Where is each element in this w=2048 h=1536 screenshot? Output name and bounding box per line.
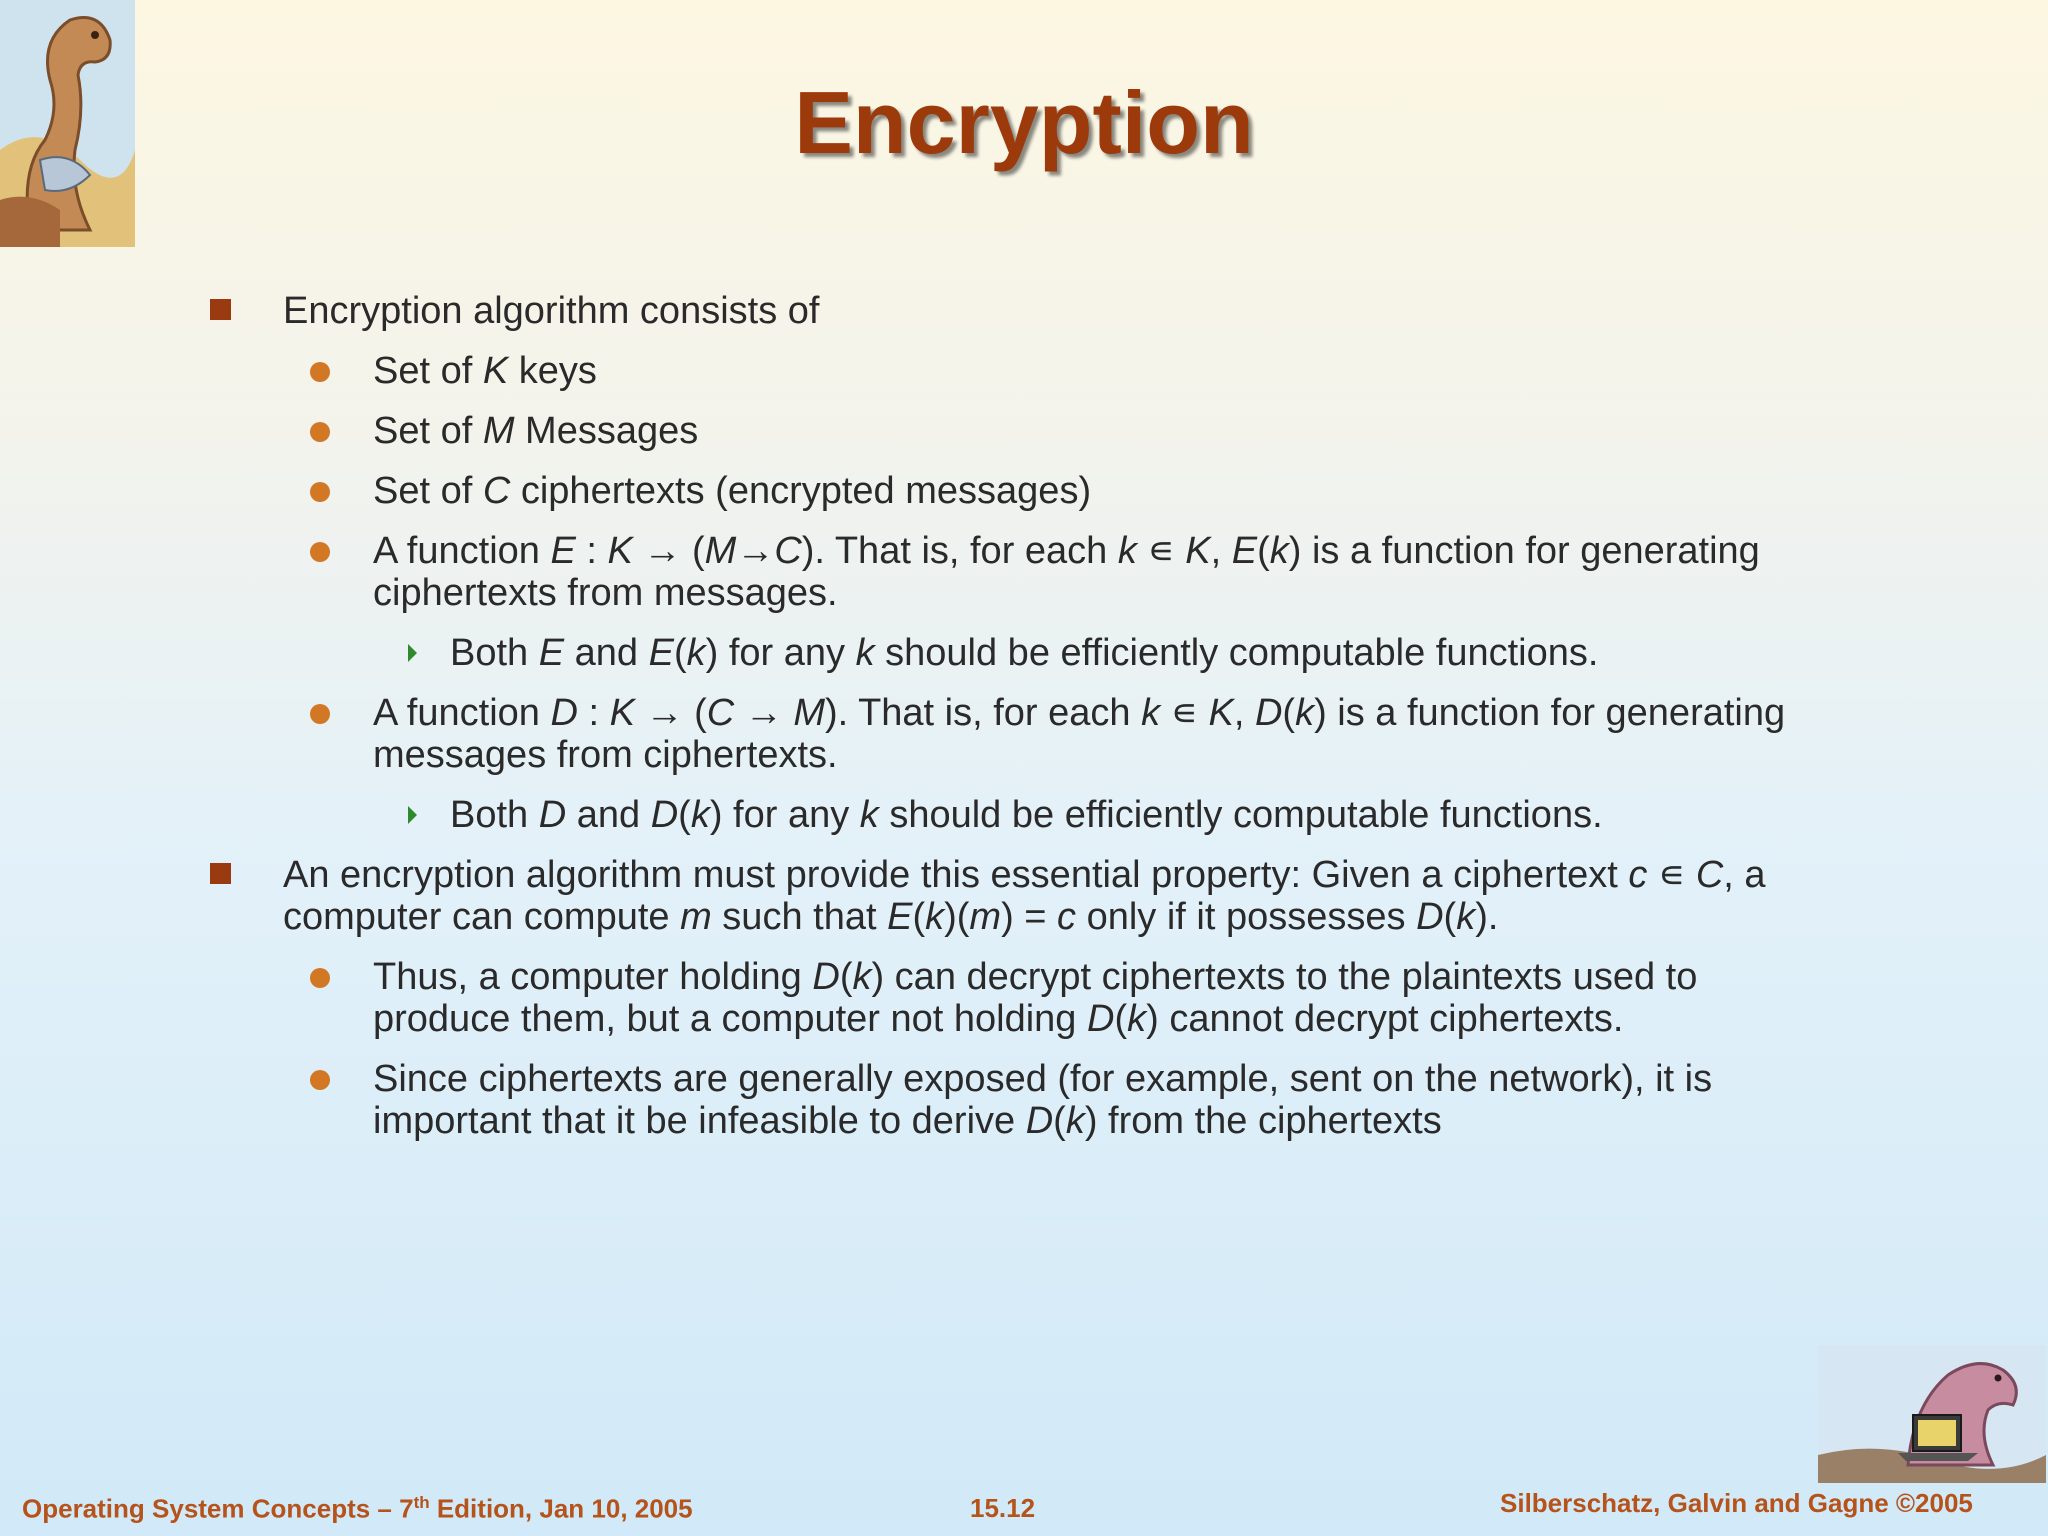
circle-bullet-icon <box>310 704 330 724</box>
bullet-text <box>450 794 1603 836</box>
text-segment: M <box>482 410 515 452</box>
text-segment: ∊ <box>1136 530 1186 572</box>
footer-right: Silberschatz, Galvin and Gagne ©2005 <box>1500 1488 1973 1518</box>
circle-bullet-icon <box>310 542 330 562</box>
dinosaur-laptop-icon <box>1818 1345 2046 1483</box>
footer-left <box>22 1493 693 1525</box>
text-segment: → ( <box>634 692 707 734</box>
text-segment: m <box>680 896 712 938</box>
bullet-text <box>283 854 1766 938</box>
square-bullet-icon <box>210 863 231 884</box>
text-segment: Since ciphertexts are generally exposed (for example, sent on the network), it is important that it be infeasible to derive <box>373 1058 1713 1142</box>
text-segment: A function <box>373 692 551 734</box>
bullet-text <box>283 290 819 332</box>
text-segment: ( <box>912 896 926 938</box>
text-segment: k <box>1065 1100 1085 1142</box>
text-segment: : <box>577 692 610 734</box>
text-segment: Both <box>450 794 539 836</box>
sub-sub-bullet-item <box>206 632 1806 674</box>
text-segment: should be efficiently computable functions. <box>878 794 1603 836</box>
bullet-text <box>373 692 1785 776</box>
text-segment: A function <box>373 530 551 572</box>
text-segment: M <box>793 692 825 734</box>
bullet-text <box>373 956 1697 1040</box>
text-segment: k <box>1269 530 1289 572</box>
sub-bullet-item <box>206 410 1806 452</box>
text-segment: Both <box>450 632 539 674</box>
text-segment: ). That is, for each <box>824 692 1142 734</box>
text-segment: ) for any <box>709 794 860 836</box>
text-segment: k <box>1141 692 1161 734</box>
text-segment: k <box>1117 530 1137 572</box>
text-segment: → <box>734 692 794 734</box>
text-segment: ∊ <box>1647 854 1696 896</box>
text-segment: ( <box>1282 692 1296 734</box>
text-segment: ) can decrypt ciphertexts to the plaintexts used to produce them, but a computer not holding <box>373 956 1698 1040</box>
sub-bullet-item <box>206 1058 1806 1142</box>
text-segment: ) is a function for generating messages from ciphertexts. <box>373 692 1786 776</box>
text-segment: D <box>550 692 578 734</box>
text-segment: D <box>1416 896 1444 938</box>
text-segment: ( <box>678 794 691 836</box>
text-segment: D <box>1254 692 1283 734</box>
text-segment: ) cannot decrypt ciphertexts. <box>1146 998 1624 1040</box>
text-segment: ( <box>839 956 853 998</box>
text-segment: and <box>566 794 651 836</box>
text-segment: C <box>774 530 802 572</box>
text-segment: )( <box>944 896 970 938</box>
slide-body <box>206 290 1806 1142</box>
text-segment: only if it possesses <box>1076 896 1417 938</box>
text-segment: Set of <box>373 410 483 452</box>
text-segment: E <box>550 530 576 572</box>
text-segment: k <box>859 794 879 836</box>
text-segment: k <box>1127 998 1147 1040</box>
text-segment: An encryption algorithm must provide this essential property: Given a ciphertext <box>283 854 1629 896</box>
text-segment: ( <box>673 632 687 674</box>
bullet-text <box>373 1058 1712 1142</box>
text-segment: C <box>706 692 735 734</box>
circle-bullet-icon <box>310 362 330 382</box>
text-segment: ( <box>1443 896 1457 938</box>
text-segment: C <box>1695 854 1724 896</box>
bullet-text <box>373 410 698 452</box>
text-segment: ) for any <box>705 632 856 674</box>
text-segment: K <box>482 350 509 392</box>
text-segment: , <box>1210 530 1232 572</box>
text-segment: keys <box>508 350 597 392</box>
bullet-item <box>206 854 1806 938</box>
text-segment: k <box>686 632 706 674</box>
sub-bullet-item <box>206 530 1806 614</box>
text-segment: Encryption algorithm consists of <box>283 290 820 332</box>
text-segment: K <box>609 692 635 734</box>
text-segment: k <box>1295 692 1315 734</box>
text-segment: , a computer can compute <box>283 854 1766 938</box>
text-segment: D <box>1087 998 1115 1040</box>
circle-bullet-icon <box>310 1070 330 1090</box>
text-segment: K <box>1185 530 1211 572</box>
sub-sub-bullet-item <box>206 794 1806 836</box>
footer-left-sup: th <box>413 1493 430 1512</box>
bullet-item <box>206 290 1806 332</box>
text-segment: k <box>852 956 872 998</box>
text-segment: M <box>704 530 737 572</box>
circle-bullet-icon <box>310 422 330 442</box>
text-segment: D <box>1025 1100 1054 1142</box>
text-segment: ( <box>1257 530 1270 572</box>
text-segment: E <box>1231 530 1258 572</box>
sub-bullet-item <box>206 350 1806 392</box>
text-segment: k <box>855 632 875 674</box>
bullet-text <box>450 632 1598 674</box>
text-segment: k <box>690 794 710 836</box>
text-segment: ( <box>1053 1100 1066 1142</box>
text-segment: D <box>812 956 840 998</box>
footer-left-suffix: Edition, Jan 10, 2005 <box>429 1493 693 1524</box>
bullet-text <box>373 470 1091 512</box>
text-segment: K <box>1208 692 1234 734</box>
text-segment: Thus, a computer holding <box>373 956 813 998</box>
text-segment: Set of <box>373 350 483 392</box>
circle-bullet-icon <box>310 968 330 988</box>
text-segment: K <box>607 530 633 572</box>
text-segment: c <box>1628 854 1648 896</box>
text-segment: Set of <box>373 470 483 512</box>
text-segment: , <box>1233 692 1255 734</box>
text-segment: ∊ <box>1160 692 1209 734</box>
triangle-bullet-icon <box>408 806 417 824</box>
text-segment: C <box>482 470 511 512</box>
text-segment: c <box>1057 896 1077 938</box>
text-segment: → <box>736 530 775 572</box>
square-bullet-icon <box>210 299 231 320</box>
text-segment: : <box>575 530 608 572</box>
text-segment: ). <box>1475 896 1499 938</box>
sub-bullet-item <box>206 956 1806 1040</box>
text-segment: ciphertexts (encrypted messages) <box>510 470 1092 512</box>
text-segment: E <box>887 896 913 938</box>
triangle-bullet-icon <box>408 644 417 662</box>
text-segment: k <box>925 896 945 938</box>
text-segment: E <box>538 632 565 674</box>
sub-bullet-item <box>206 692 1806 776</box>
text-segment: k <box>1456 896 1476 938</box>
text-segment: and <box>564 632 649 674</box>
text-segment: ) = <box>1001 896 1058 938</box>
footer-left-prefix: Operating System Concepts – 7 <box>22 1493 414 1524</box>
circle-bullet-icon <box>310 482 330 502</box>
text-segment: D <box>650 794 679 836</box>
sub-bullet-item <box>206 470 1806 512</box>
text-segment: → ( <box>632 530 705 572</box>
text-segment: should be efficiently computable functions. <box>874 632 1599 674</box>
text-segment: D <box>538 794 567 836</box>
slide-title: Encryption <box>794 73 1254 172</box>
text-segment: ). That is, for each <box>801 530 1118 572</box>
text-segment: ) from the ciphertexts <box>1084 1100 1442 1142</box>
page-number: 15.12 <box>970 1493 1036 1523</box>
text-segment: E <box>648 632 674 674</box>
text-segment: Messages <box>514 410 699 452</box>
bullet-text <box>373 530 1760 614</box>
text-segment: ( <box>1114 998 1128 1040</box>
text-segment: m <box>969 896 1002 938</box>
text-segment: ) is a function for generating ciphertexts from messages. <box>373 530 1760 614</box>
text-segment: such that <box>711 896 888 938</box>
bullet-text <box>373 350 597 392</box>
